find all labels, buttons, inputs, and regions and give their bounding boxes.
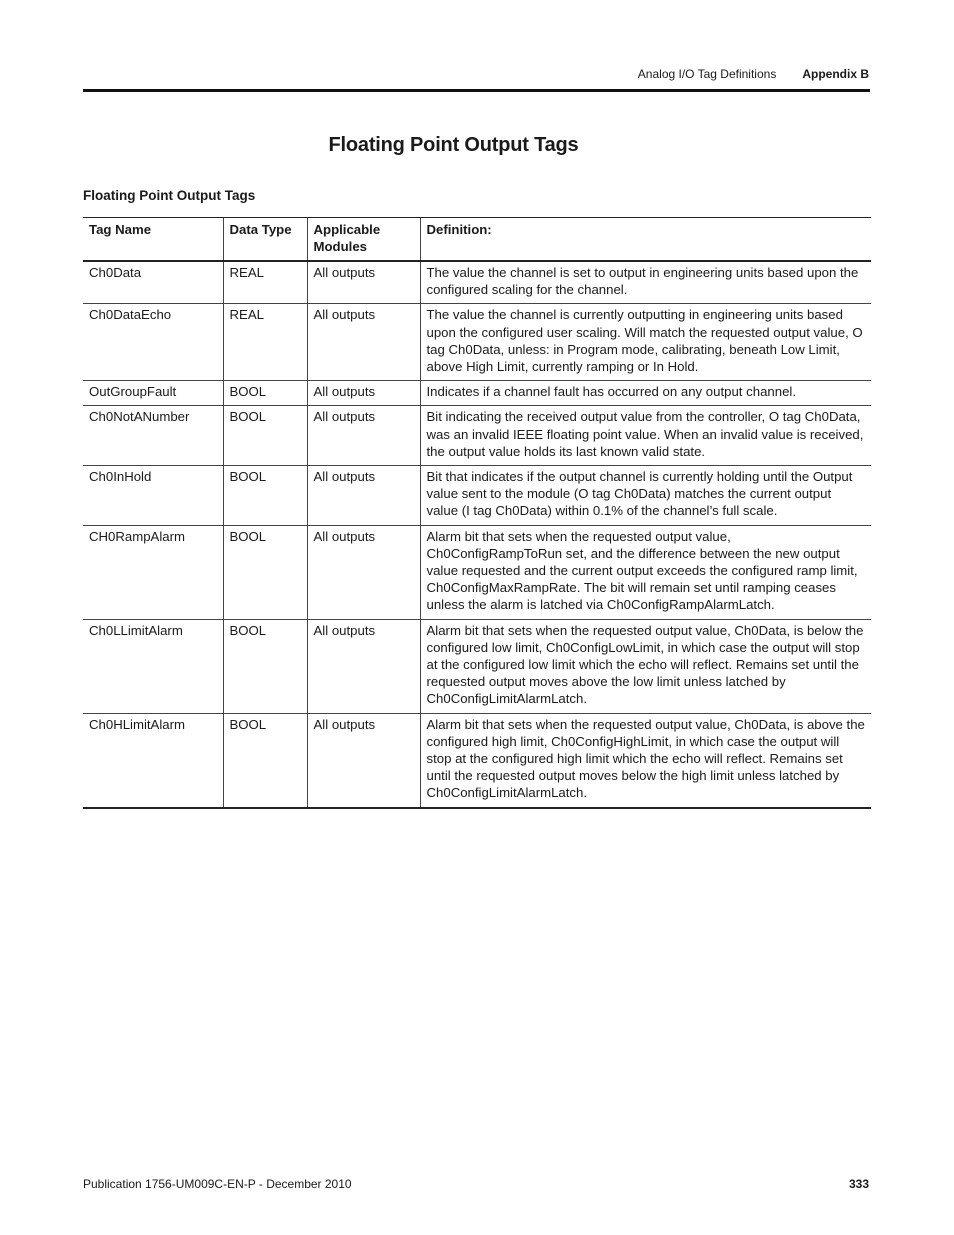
table-row	[83, 261, 871, 304]
cell-tag-name: Ch0NotANumber	[83, 406, 223, 466]
header-rule	[83, 89, 870, 92]
header-section-name: Analog I/O Tag Definitions	[637, 67, 777, 81]
table-row	[83, 713, 871, 808]
footer-publication: Publication 1756-UM009C-EN-P - December 2010	[83, 1177, 352, 1191]
output-tags-table	[83, 217, 871, 809]
table-row	[83, 406, 871, 466]
cell-definition: The value the channel is currently outputting in engineering units based upon the configured user scaling. Will match the requested output value, O tag Ch0Data, unless: in Program mode, calibrating, beneath Low Limit, above High Limit, currently ramping or In Hold.	[420, 304, 871, 381]
cell-data-type: REAL	[223, 261, 307, 304]
table-row	[83, 619, 871, 713]
cell-tag-name: Ch0DataEcho	[83, 304, 223, 381]
cell-definition: Alarm bit that sets when the requested output value, Ch0Data, is above the configured high limit, Ch0ConfigHighLimit, in which case the output will stop at the configured high limit which the echo will reflect. Remains set until the requested output moves below the high limit unless latched by Ch0ConfigLimitAlarmLatch.	[420, 713, 871, 808]
page-title: Floating Point Output Tags	[328, 134, 579, 156]
column-header-definition: Definition:	[420, 218, 871, 262]
column-header-tag-name: Tag Name	[83, 218, 223, 262]
cell-data-type: BOOL	[223, 381, 307, 406]
footer-page-number: 333	[848, 1177, 869, 1191]
cell-tag-name: OutGroupFault	[83, 381, 223, 406]
cell-definition: Alarm bit that sets when the requested output value, Ch0Data, is below the configured low limit, Ch0ConfigLowLimit, in which case the output will stop at the configured low limit which the echo will reflect. Remains set until the requested output moves above the low limit unless latched by Ch0ConfigLimitAlarmLatch.	[420, 619, 871, 713]
cell-applicable-modules: All outputs	[307, 261, 420, 304]
table-row	[83, 525, 871, 619]
table-row	[83, 381, 871, 406]
cell-data-type: BOOL	[223, 619, 307, 713]
cell-applicable-modules: All outputs	[307, 304, 420, 381]
column-header-applicable-modules: Applicable Modules	[307, 218, 420, 262]
cell-tag-name: Ch0LLimitAlarm	[83, 619, 223, 713]
cell-tag-name: Ch0Data	[83, 261, 223, 304]
cell-applicable-modules: All outputs	[307, 525, 420, 619]
cell-applicable-modules: All outputs	[307, 713, 420, 808]
cell-definition: Bit that indicates if the output channel is currently holding until the Output value sent to the module (O tag Ch0Data) matches the current output value (I tag Ch0Data) within 0.1% of the channel’s full scale.	[420, 466, 871, 526]
cell-data-type: BOOL	[223, 525, 307, 619]
header-appendix-label: Appendix B	[802, 67, 869, 81]
cell-data-type: REAL	[223, 304, 307, 381]
cell-applicable-modules: All outputs	[307, 381, 420, 406]
cell-data-type: BOOL	[223, 466, 307, 526]
table-header-row	[83, 218, 871, 262]
cell-tag-name: Ch0InHold	[83, 466, 223, 526]
table-caption: Floating Point Output Tags	[83, 188, 256, 203]
cell-data-type: BOOL	[223, 406, 307, 466]
column-header-data-type: Data Type	[223, 218, 307, 262]
cell-data-type: BOOL	[223, 713, 307, 808]
table-row	[83, 466, 871, 526]
table-row	[83, 304, 871, 381]
cell-applicable-modules: All outputs	[307, 619, 420, 713]
cell-applicable-modules: All outputs	[307, 466, 420, 526]
cell-definition: The value the channel is set to output in engineering units based upon the configured scaling for the channel.	[420, 261, 871, 304]
running-header	[83, 66, 869, 82]
cell-applicable-modules: All outputs	[307, 406, 420, 466]
cell-definition: Indicates if a channel fault has occurred on any output channel.	[420, 381, 871, 406]
cell-tag-name: Ch0HLimitAlarm	[83, 713, 223, 808]
cell-tag-name: CH0RampAlarm	[83, 525, 223, 619]
cell-definition: Alarm bit that sets when the requested output value, Ch0ConfigRampToRun set, and the difference between the new output value requested and the current output exceeds the configured ramp limit, Ch0ConfigMaxRampRate. The bit will remain set until ramping ceases unless the alarm is latched via Ch0ConfigRampAlarmLatch.	[420, 525, 871, 619]
cell-definition: Bit indicating the received output value from the controller, O tag Ch0Data, was an invalid IEEE floating point value. When an invalid value is received, the output value holds its last known valid state.	[420, 406, 871, 466]
